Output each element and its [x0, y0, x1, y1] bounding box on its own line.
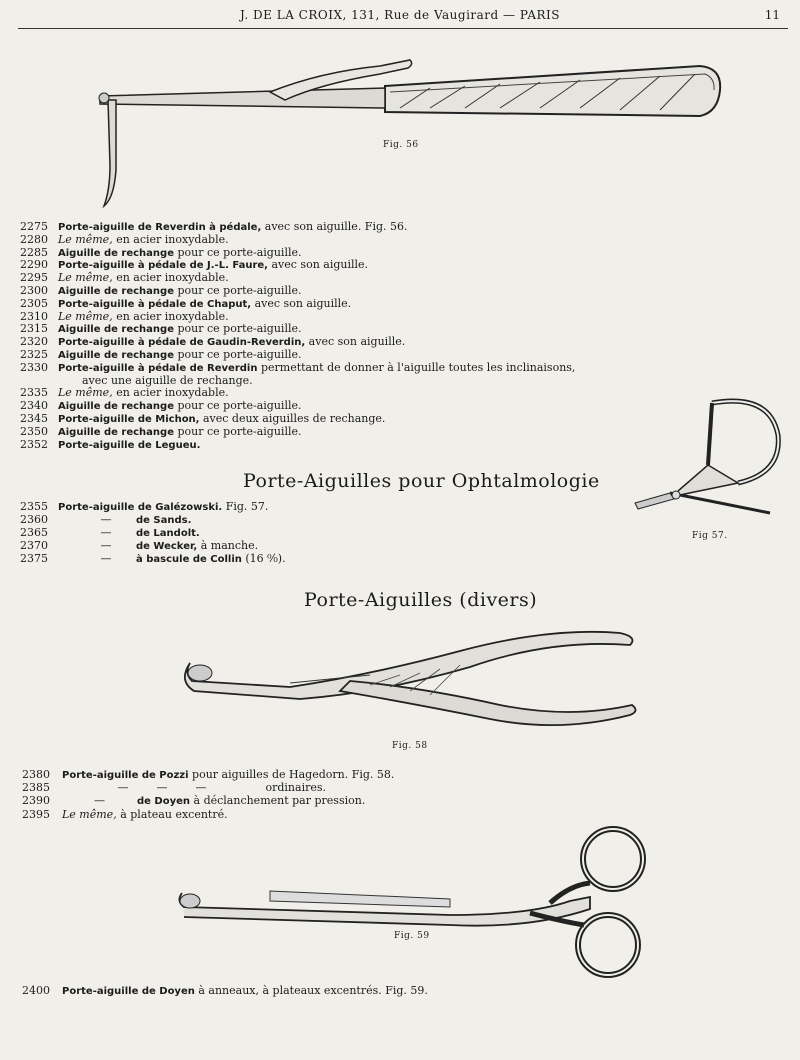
entry-text: [58, 513, 191, 527]
entry-italic: Le même,: [58, 232, 113, 246]
ditto-mark: —: [100, 539, 112, 552]
entry-number: 2380: [22, 768, 50, 781]
entry-text: [62, 781, 326, 794]
entry-text: [58, 271, 229, 284]
entry-name: Porte-aiguille à pédale de Gaudin-Reverdin,: [58, 337, 306, 349]
entry-name: Porte-aiguille à pédale de Reverdin: [58, 362, 258, 374]
entry-number: 2395: [22, 807, 50, 821]
entry-description: à anneaux, à plateaux excentrés. Fig. 59.: [194, 984, 428, 997]
entry-number: 2350: [20, 424, 48, 438]
entry-number: 2275: [20, 220, 48, 233]
entry-description: pour ce porte-aiguille.: [173, 284, 302, 297]
entry-name: à bascule de Collin: [136, 554, 242, 565]
ditto-mark: —: [100, 526, 112, 539]
entry-number: 2305: [20, 296, 48, 310]
entry-name: de Wecker,: [136, 541, 198, 552]
entry-name: Aiguille de rechange: [58, 247, 174, 259]
entry-number: 2290: [20, 258, 48, 272]
entry-number: 2320: [20, 335, 48, 349]
entry-number: 2330: [20, 360, 48, 374]
fig56-caption: Fig. 56: [383, 140, 419, 150]
entry-description: en acier inoxydable.: [112, 386, 229, 400]
entry-description: en acier inoxydable.: [112, 232, 229, 246]
entry-number: 2400: [22, 984, 50, 997]
entry-name: Porte-aiguille de Reverdin à pédale,: [58, 222, 262, 233]
entry-description: pour ce porte-aiguille.: [173, 322, 302, 336]
entry-text: [62, 984, 428, 998]
section3-title: Porte-Aiguilles (divers): [304, 589, 538, 611]
entry-description: à déclanchement par pression.: [190, 794, 366, 808]
entry-name: Aiguille de rechange: [58, 350, 174, 361]
entry-text: [58, 438, 200, 452]
entry-number: 2365: [20, 526, 48, 539]
entry-text: [58, 526, 200, 540]
section2-title: Porte-Aiguilles pour Ophtalmologie: [243, 470, 600, 492]
entry-description: pour ce porte-aiguille.: [173, 399, 302, 413]
entry-description: en acier inoxydable.: [112, 271, 229, 285]
ditto-mark: —: [100, 513, 112, 526]
entry-description: pour aiguilles de Hagedorn. Fig. 58.: [188, 768, 395, 781]
entry-name: Aiguille de rechange: [58, 401, 174, 413]
entry-number: 2355: [20, 500, 48, 513]
entry-text: [58, 386, 229, 399]
entry-number: 2325: [20, 348, 48, 361]
entry-name: Porte-aiguille de Legueu.: [58, 439, 201, 451]
fig57-galezowski-needle-holder-illustration: [630, 395, 800, 525]
entry-name: de Landolt.: [136, 528, 200, 539]
fig58-caption: Fig. 58: [392, 741, 428, 751]
entry-number: 2375: [20, 552, 48, 565]
entry-number: 2315: [20, 322, 48, 336]
entry-name: Porte-aiguille à pédale de J.-L. Faure,: [58, 260, 268, 272]
entry-number: 2370: [20, 539, 48, 552]
entry-number: 2340: [20, 399, 48, 413]
entry-description: en acier inoxydable.: [112, 309, 229, 323]
fig58-pozzi-needle-holder-illustration: [170, 615, 650, 745]
entry-description: à manche.: [197, 539, 259, 552]
entry-name: Porte-aiguille à pédale de Chaput,: [58, 298, 252, 310]
entry-description: pour ce porte-aiguille.: [173, 348, 302, 361]
entry-text: [58, 233, 229, 246]
entry-text: [58, 539, 258, 553]
entry-name: Porte-aiguille de Doyen: [62, 986, 195, 997]
entry-name: Aiguille de rechange: [58, 324, 174, 336]
page-number: 11: [764, 8, 780, 22]
fig57-caption: Fig 57.: [692, 531, 728, 541]
entry-number: 2360: [20, 513, 48, 526]
entry-description: permettant de donner à l'aiguille toutes les inclinaisons,: [257, 360, 576, 374]
entry-number: 2390: [22, 794, 50, 808]
entry-name: Porte-aiguille de Michon,: [58, 414, 200, 425]
entry-number: 2345: [20, 412, 48, 425]
entry-name: Porte-aiguille de Pozzi: [62, 770, 189, 781]
entry-number: 2280: [20, 232, 48, 246]
entry-text: [58, 500, 268, 514]
entry-description: à plateau excentré.: [116, 807, 228, 821]
entry-number: 2335: [20, 386, 48, 400]
entry-number: 2300: [20, 284, 48, 297]
fig59-doyen-needle-holder-illustration: [170, 825, 660, 985]
entry-name: Aiguille de rechange: [58, 426, 174, 438]
entry-number: 2310: [20, 309, 48, 323]
entry-italic: Le même,: [58, 386, 113, 400]
entry-number: 2295: [20, 271, 48, 285]
entry-text: [62, 794, 365, 808]
entry-number: 2352: [20, 437, 48, 451]
entry-description: avec son aiguille.: [305, 335, 406, 349]
entry-text: [82, 374, 253, 387]
ditto-mark: — — —: [117, 781, 207, 795]
entry-name: de Sands.: [136, 515, 192, 526]
entry-description: ordinaires.: [262, 781, 327, 795]
entry-description: Fig. 57.: [222, 500, 269, 513]
entry-description: pour ce porte-aiguille.: [173, 245, 302, 259]
entry-description: avec son aiguille.: [267, 258, 369, 272]
entry-italic: Le même,: [58, 309, 113, 323]
entry-text: [62, 768, 394, 782]
entry-number: 2385: [22, 781, 50, 795]
entry-description: avec une aiguille de rechange.: [82, 373, 253, 387]
fig59-caption: Fig. 59: [394, 931, 430, 941]
ditto-mark: —: [94, 794, 105, 808]
entry-name: de Doyen: [137, 796, 191, 808]
entry-italic: Le même,: [62, 807, 117, 821]
header-title: J. DE LA CROIX, 131, Rue de Vaugirard — PARIS: [240, 8, 560, 22]
entry-name: Porte-aiguille de Galézowski.: [58, 502, 223, 513]
ditto-mark: —: [100, 552, 112, 565]
entry-text: [62, 808, 228, 821]
fig56-reverdin-needle-holder-illustration: [0, 0, 800, 210]
entry-description: avec son aiguille.: [251, 296, 352, 310]
entry-number: 2285: [20, 245, 48, 259]
entry-name: Aiguille de rechange: [58, 286, 174, 297]
entry-text: [58, 310, 229, 323]
entry-italic: Le même,: [58, 271, 113, 285]
entry-description: pour ce porte-aiguille.: [173, 424, 302, 438]
entry-description: avec son aiguille. Fig. 56.: [261, 220, 408, 233]
entry-description: avec deux aiguilles de rechange.: [199, 412, 386, 425]
entry-description: (16 ⁰⁄₀).: [241, 552, 286, 565]
entry-text: [58, 552, 286, 566]
